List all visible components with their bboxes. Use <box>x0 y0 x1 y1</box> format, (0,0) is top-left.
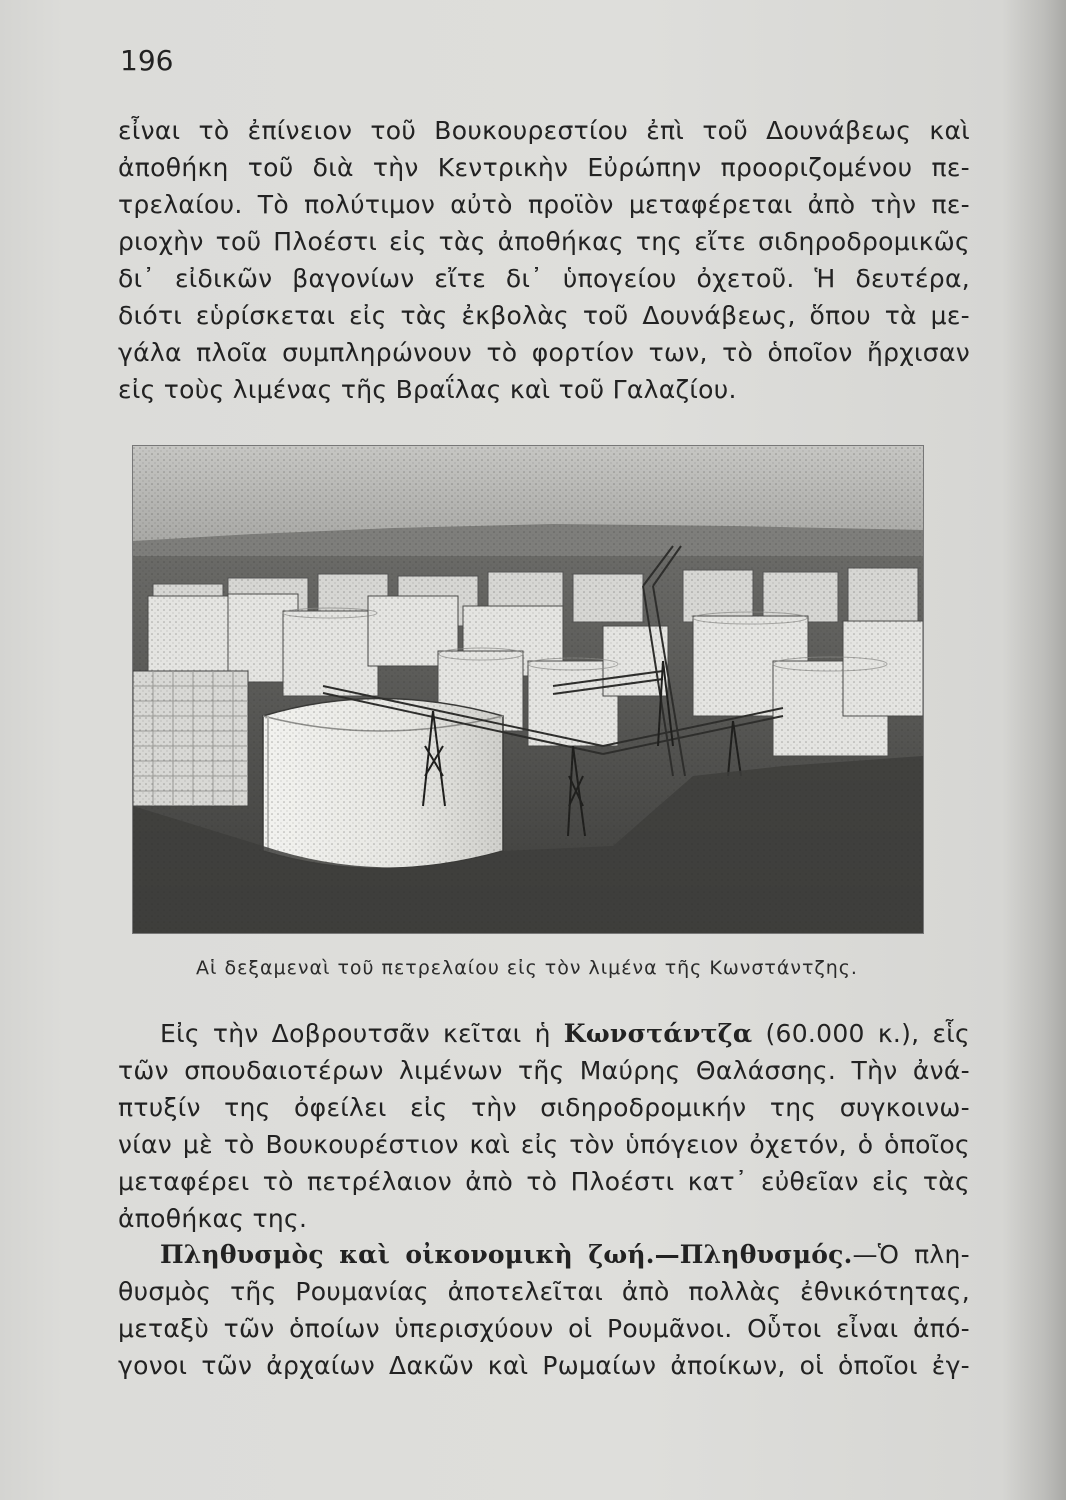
text-line: μεταφέρει τὸ πετρέλαιον ἀπὸ τὸ Πλοέστι κατ᾽ εὐθεῖαν εἰς τὰς <box>118 1167 970 1196</box>
text-line: ἀποθήκη τοῦ διὰ τὴν Κεντρικὴν Εὐρώπην προοριζομένου πε- <box>118 153 970 182</box>
text-span: (60.000 κ.), εἷς <box>752 1019 970 1048</box>
page-number: 196 <box>120 44 174 77</box>
text-line: τρελαίου. Τὸ πολύτιμον αὐτὸ προϊὸν μεταφέρεται ἀπὸ τὴν πε- <box>118 190 970 219</box>
paragraph-2 <box>118 1015 970 1237</box>
text-line: γονοι τῶν ἀρχαίων Δακῶν καὶ Ρωμαίων ἀποίκων, οἱ ὁποῖοι ἐγ- <box>118 1351 970 1380</box>
oil-tanks-illustration <box>133 446 923 933</box>
city-name-konstantza: Κωνστάντζα <box>563 1019 753 1048</box>
text-span: —Ὁ πλη- <box>852 1240 970 1269</box>
text-line: εἶναι τὸ ἐπίνειον τοῦ Βουκουρεστίου ἐπὶ τοῦ Δουνάβεως καὶ <box>118 116 970 145</box>
text-line: τῶν σπουδαιοτέρων λιμένων τῆς Μαύρης Θαλάσσης. Τὴν ἀνά- <box>118 1056 970 1085</box>
section-heading: Πληθυσμὸς καὶ οἰκονομικὴ ζωή.—Πληθυσμός. <box>160 1240 853 1269</box>
text-line: νίαν μὲ τὸ Βουκουρέστιον καὶ εἰς τὸν ὑπόγειον ὀχετόν, ὁ ὁποῖος <box>118 1130 970 1159</box>
text-line: θυσμὸς τῆς Ρουμανίας ἀποτελεῖται ἀπὸ πολλὰς ἐθνικότητας, <box>118 1277 970 1306</box>
text-span: Εἰς τὴν Δοβρουτσᾶν κεῖται ἡ <box>160 1019 564 1048</box>
paragraph-1 <box>118 112 970 408</box>
text-line: εἰς τοὺς λιμένας τῆς Βραΐλας καὶ τοῦ Γαλαζίου. <box>118 375 737 404</box>
text-line: μεταξὺ τῶν ὁποίων ὑπερισχύουν οἱ Ρουμᾶνοι. Οὗτοι εἶναι ἀπό- <box>118 1314 970 1343</box>
text-line: ριοχὴν τοῦ Πλοέστι εἰς τὰς ἀποθήκας της εἴτε σιδηροδρομικῶς <box>118 227 970 256</box>
text-line <box>118 1236 970 1273</box>
photo-grain <box>133 446 923 933</box>
text-line: δι᾽ εἰδικῶν βαγονίων εἴτε δι᾽ ὑπογείου ὀχετοῦ. Ἡ δευτέρα, <box>118 264 970 293</box>
text-line: ἀποθήκας της. <box>118 1204 308 1233</box>
text-line: γάλα πλοῖα συμπληρώνουν τὸ φορτίον των, τὸ ὁποῖον ἤρχισαν <box>118 338 970 367</box>
oil-tanks-photo <box>132 445 924 934</box>
paragraph-3 <box>118 1236 970 1384</box>
photo-caption: Αἱ δεξαμεναὶ τοῦ πετρελαίου εἰς τὸν λιμένα τῆς Κωνστάντζης. <box>196 957 858 979</box>
text-line: διότι εὑρίσκεται εἰς τὰς ἐκβολὰς τοῦ Δουνάβεως, ὅπου τὰ με- <box>118 301 970 330</box>
text-line: πτυξίν της ὀφείλει εἰς τὴν σιδηροδρομικήν της συγκοινω- <box>118 1093 970 1122</box>
text-line <box>118 1015 970 1052</box>
